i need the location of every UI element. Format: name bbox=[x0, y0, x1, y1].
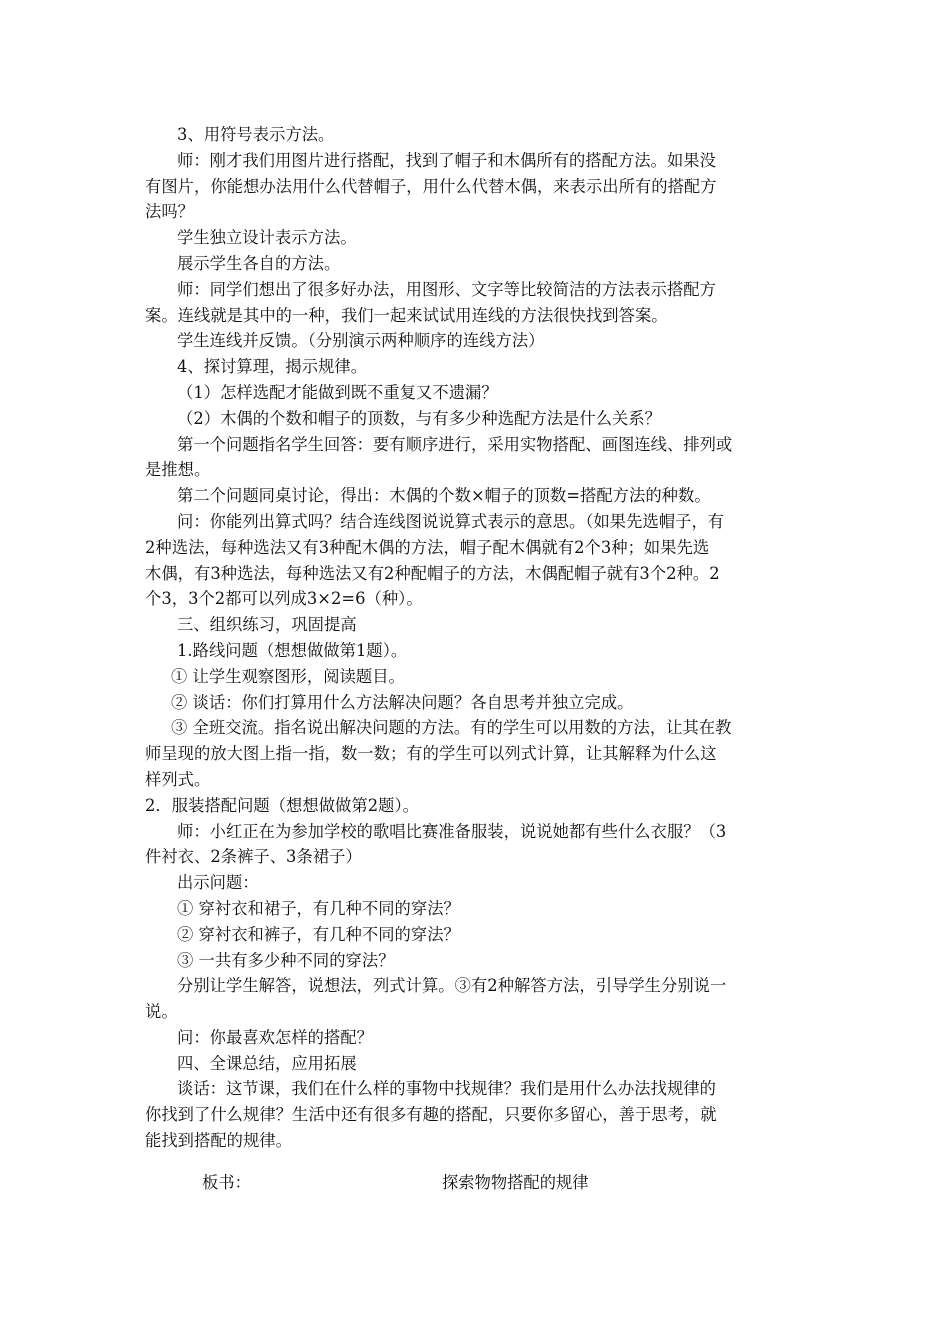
text-line: 四、全课总结，应用拓展 bbox=[177, 1053, 357, 1073]
text-line: 出示问题： bbox=[177, 873, 259, 893]
text-line: 谈话：这节课，我们在什么样的事物中找规律？我们是用什么办法找规律的 bbox=[177, 1079, 716, 1099]
text-line: 是推想。 bbox=[145, 460, 211, 480]
text-line: 展示学生各自的方法。 bbox=[177, 253, 341, 273]
text-line: 2种选法，每种选法又有3种配木偶的方法，帽子配木偶就有2个3种；如果先选 bbox=[145, 537, 710, 557]
text-line: 分别让学生解答，说想法，列式计算。③有2种解答方法，引导学生分别说一 bbox=[177, 976, 727, 996]
text-line: ③ 全班交流。指名说出解决问题的方法。有的学生可以用数的方法，让其在教 bbox=[171, 718, 732, 738]
text-line: ② 穿衬衣和裤子，有几种不同的穿法？ bbox=[177, 924, 460, 944]
text-line: 1.路线问题（想想做做第1题）。 bbox=[177, 640, 408, 660]
board-label: 板书： bbox=[202, 1173, 251, 1192]
text-line: 三、组织练习，巩固提高 bbox=[177, 615, 357, 635]
text-line: 有图片，你能想办法用什么代替帽子，用什么代替木偶，来表示出所有的搭配方 bbox=[145, 176, 717, 196]
text-line: （1）怎样选配才能做到既不重复又不遗漏？ bbox=[177, 382, 498, 402]
text-line: 师呈现的放大图上指一指，数一数；有的学生可以列式计算，让其解释为什么这 bbox=[145, 744, 717, 764]
text-line: 问：你最喜欢怎样的搭配？ bbox=[177, 1027, 373, 1047]
text-line: 件衬衣、2条裤子、3条裙子） bbox=[145, 847, 362, 867]
text-line: 3、用符号表示方法。 bbox=[177, 125, 335, 144]
text-line: 样列式。 bbox=[145, 769, 211, 789]
text-line: 学生独立设计表示方法。 bbox=[177, 228, 357, 248]
text-line: 2．服装搭配问题（想想做做第2题）。 bbox=[145, 795, 419, 815]
text-line: 师：刚才我们用图片进行搭配，找到了帽子和木偶所有的搭配方法。如果没 bbox=[177, 150, 716, 170]
text-line: 师：小红正在为参加学校的歌唱比赛准备服装，说说她都有些什么衣服？（3 bbox=[177, 821, 727, 841]
text-line: ② 谈话：你们打算用什么方法解决问题？各自思考并独立完成。 bbox=[171, 692, 634, 712]
text-line: 学生连线并反馈。（分别演示两种顺序的连线方法） bbox=[177, 331, 545, 351]
text-line: 问：你能列出算式吗？结合连线图说说算式表示的意思。（如果先选帽子，有 bbox=[177, 511, 725, 531]
text-line: 说。 bbox=[145, 1002, 178, 1022]
text-line: 木偶，有3种选法，每种选法又有2种配帽子的方法，木偶配帽子就有3个2种。2 bbox=[145, 563, 720, 583]
document-body bbox=[145, 122, 811, 1154]
text-line: （2）木偶的个数和帽子的顶数，与有多少种选配方法是什么关系？ bbox=[177, 408, 662, 428]
text-line: 师：同学们想出了很多好办法，用图形、文字等比较简洁的方法表示搭配方 bbox=[177, 279, 716, 299]
board-title: 探索物物搭配的规律 bbox=[442, 1173, 589, 1192]
text-line: ③ 一共有多少种不同的穿法？ bbox=[177, 950, 395, 970]
text-line: 能找到搭配的规律。 bbox=[145, 1131, 292, 1151]
text-line: 个3，3个2都可以列成3×2=6（种）。 bbox=[145, 589, 423, 609]
text-line: ① 穿衬衣和裙子，有几种不同的穿法？ bbox=[177, 898, 460, 918]
text-line: 第二个问题同桌讨论，得出：木偶的个数×帽子的顶数=搭配方法的种数。 bbox=[177, 486, 711, 506]
text-line: 案。连线就是其中的一种，我们一起来试试用连线的方法很快找到答案。 bbox=[145, 305, 668, 325]
text-line: 法吗？ bbox=[145, 202, 194, 222]
text-line: 你找到了什么规律？生活中还有很多有趣的搭配，只要你多留心，善于思考，就 bbox=[145, 1105, 717, 1125]
text-line: 第一个问题指名学生回答：要有顺序进行，采用实物搭配、画图连线、排列或 bbox=[177, 434, 733, 454]
text-line: ① 让学生观察图形，阅读题目。 bbox=[171, 666, 405, 686]
text-line: 4、探讨算理，揭示规律。 bbox=[177, 357, 368, 377]
